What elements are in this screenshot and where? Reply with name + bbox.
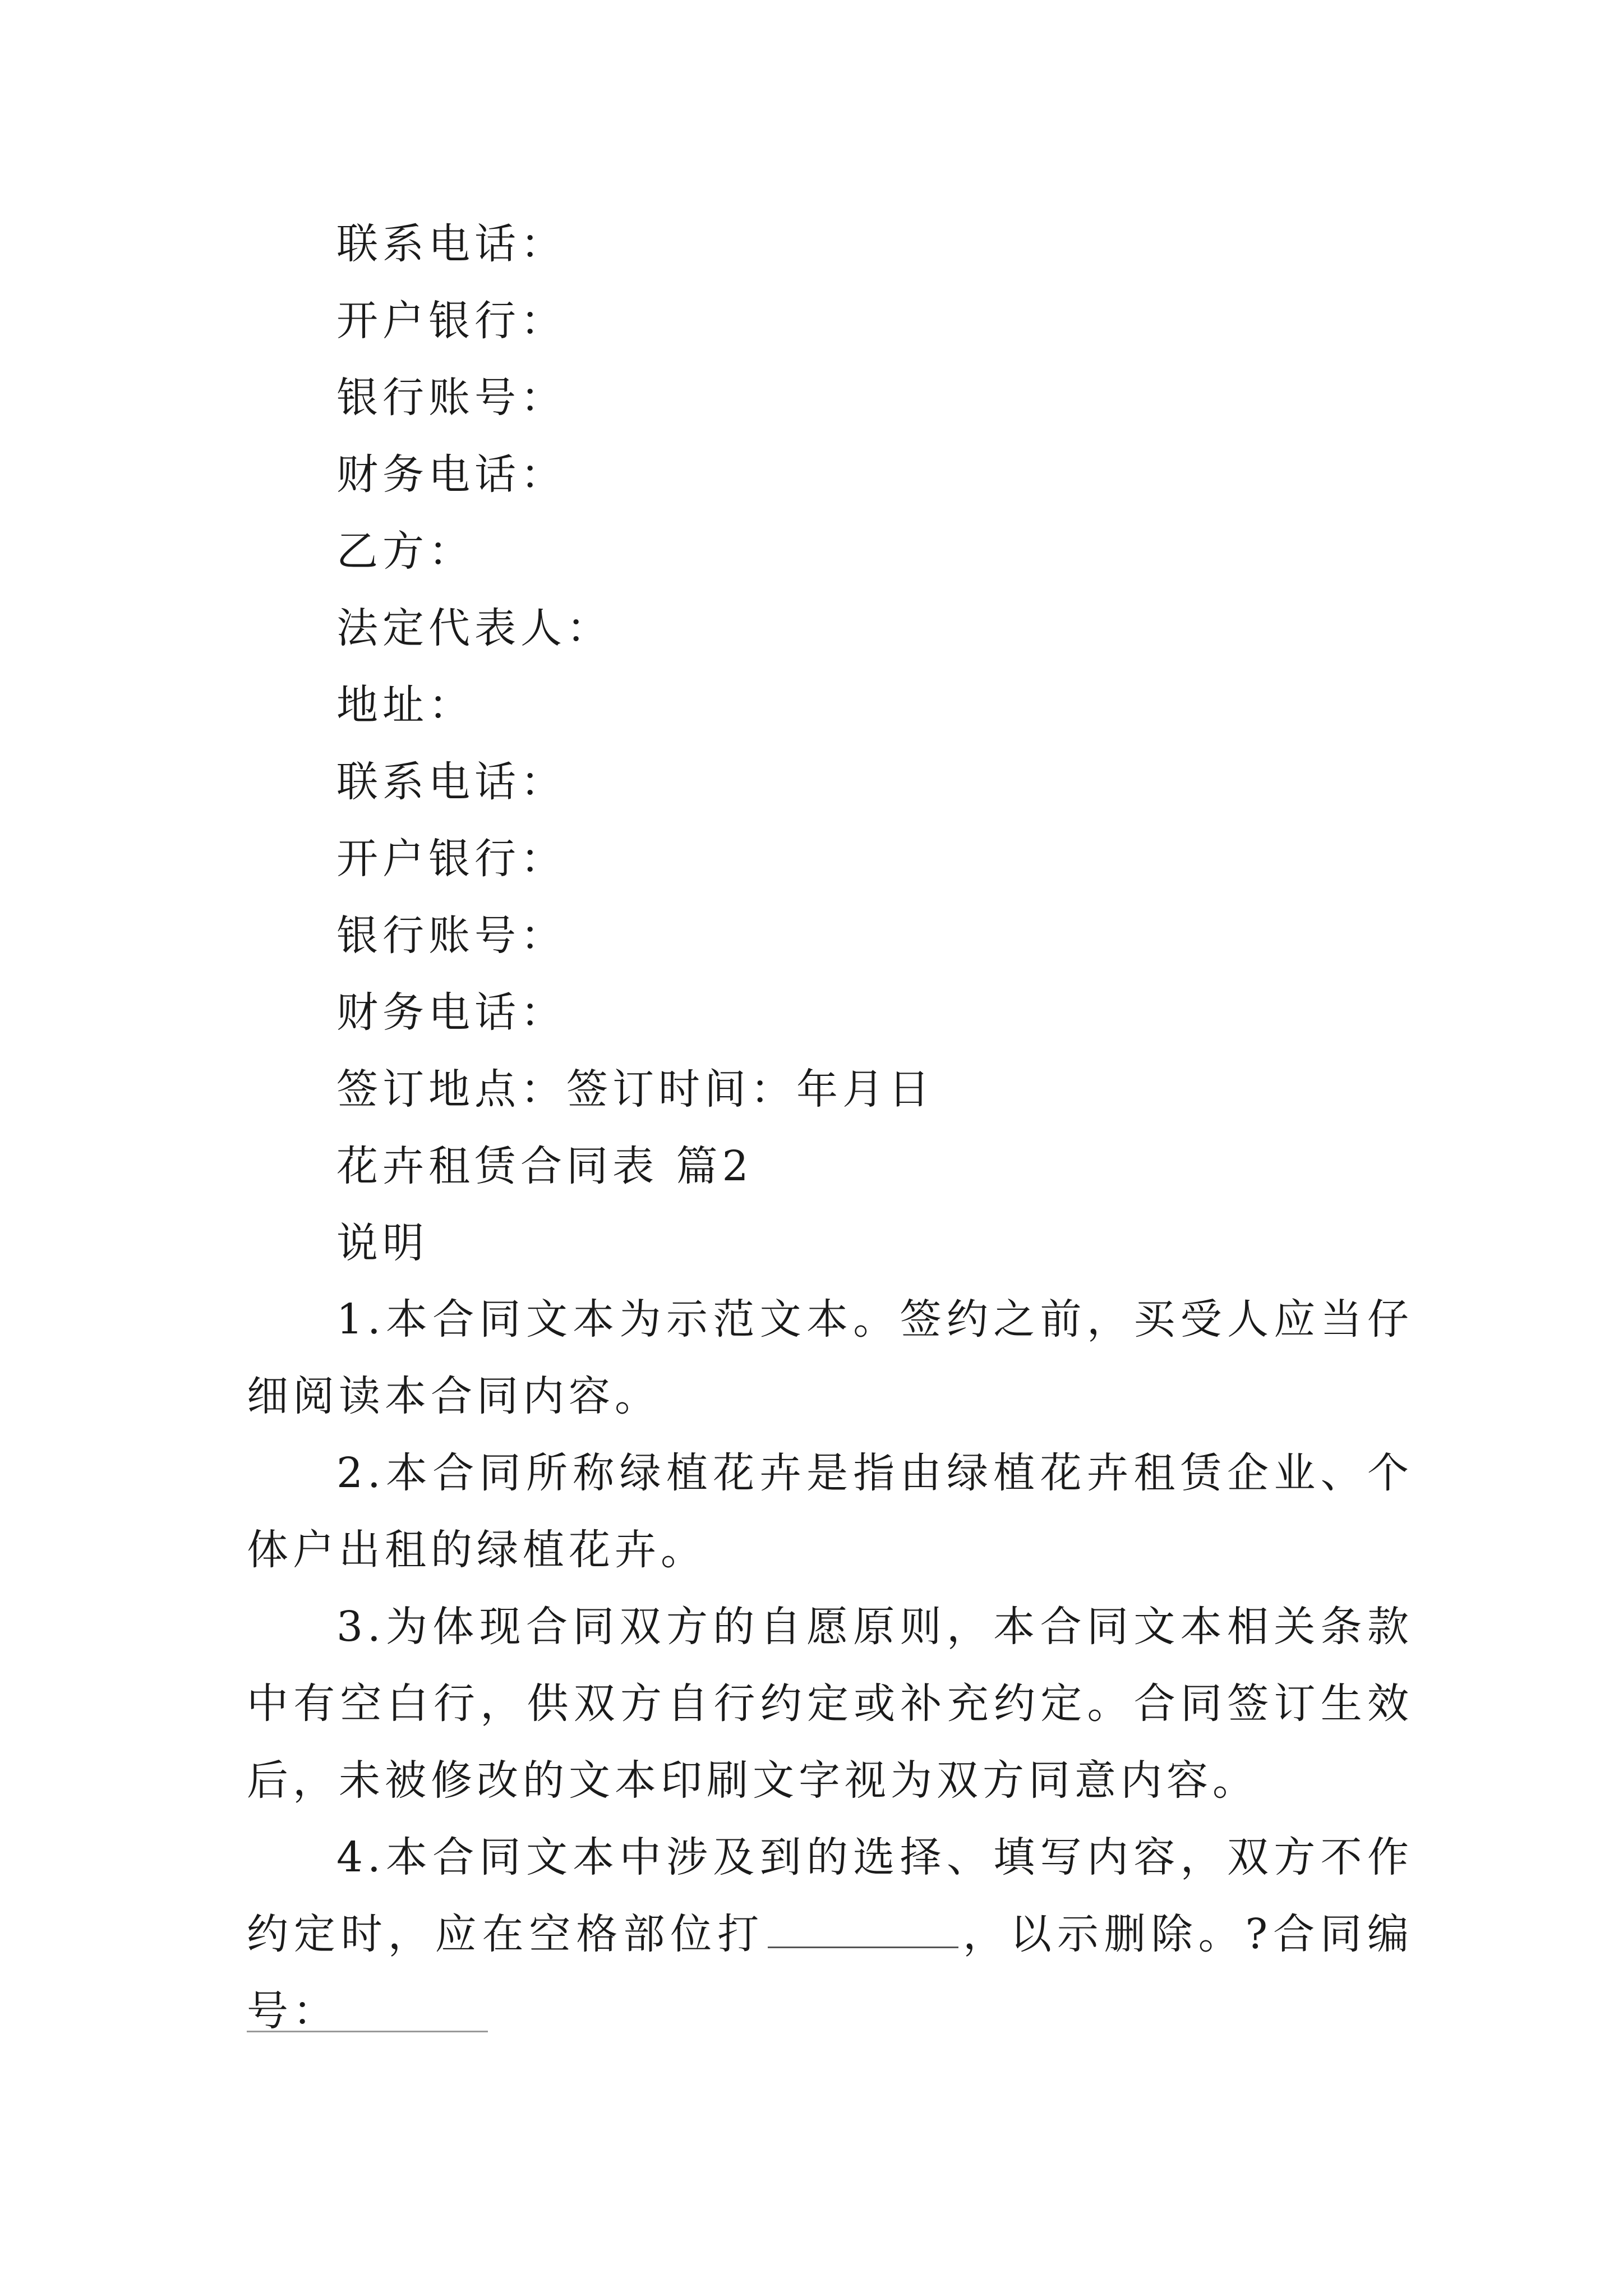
section-title: 花卉租赁合同表 篇2 bbox=[336, 1142, 753, 1190]
party-a-account-label: 银行账号： bbox=[336, 374, 566, 422]
fill-in-blank bbox=[768, 1913, 958, 1948]
instructions-heading: 说明 bbox=[336, 1219, 428, 1267]
party-a-finance-phone-label: 财务电话： bbox=[336, 450, 566, 499]
party-b-bank-label: 开户银行： bbox=[336, 835, 566, 883]
instruction-item-2: 2.本合同所称绿植花卉是指由绿植花卉租赁企业、个体户出租的绿植花卉。 bbox=[247, 1449, 1413, 1574]
party-b-address-label: 地址： bbox=[336, 681, 474, 729]
instruction-4-text-before: 4.本合同文本中涉及到的选择、填写内容，双方不作约定时，应在空格部位打 bbox=[247, 1833, 1413, 1958]
instruction-item-3: 3.为体现合同双方的自愿原则，本合同文本相关条款中有空白行，供双方自行约定或补充约定。合同签订生效后，未被修改的文本印刷文字视为双方同意内容。 bbox=[247, 1603, 1413, 1805]
party-b-phone-label: 联系电话： bbox=[336, 758, 566, 806]
party-b-label: 乙方： bbox=[336, 527, 474, 576]
instruction-4-text-after: ，以示删除。?合同编号： bbox=[247, 1910, 1413, 2035]
party-a-bank-label: 开户银行： bbox=[336, 297, 566, 345]
party-b-account-label: 银行账号： bbox=[336, 912, 566, 960]
instruction-item-1: 1.本合同文本为示范文本。签约之前，买受人应当仔细阅读本合同内容。 bbox=[247, 1295, 1413, 1420]
party-b-legal-rep-label: 法定代表人： bbox=[336, 604, 612, 652]
party-b-finance-phone-label: 财务电话： bbox=[336, 988, 566, 1037]
footnote-divider bbox=[247, 2031, 488, 2032]
signing-place-time: 签订地点：签订时间：年月日 bbox=[336, 1065, 934, 1114]
party-a-phone-label: 联系电话： bbox=[336, 220, 566, 268]
instruction-item-4 bbox=[247, 1819, 1413, 2050]
